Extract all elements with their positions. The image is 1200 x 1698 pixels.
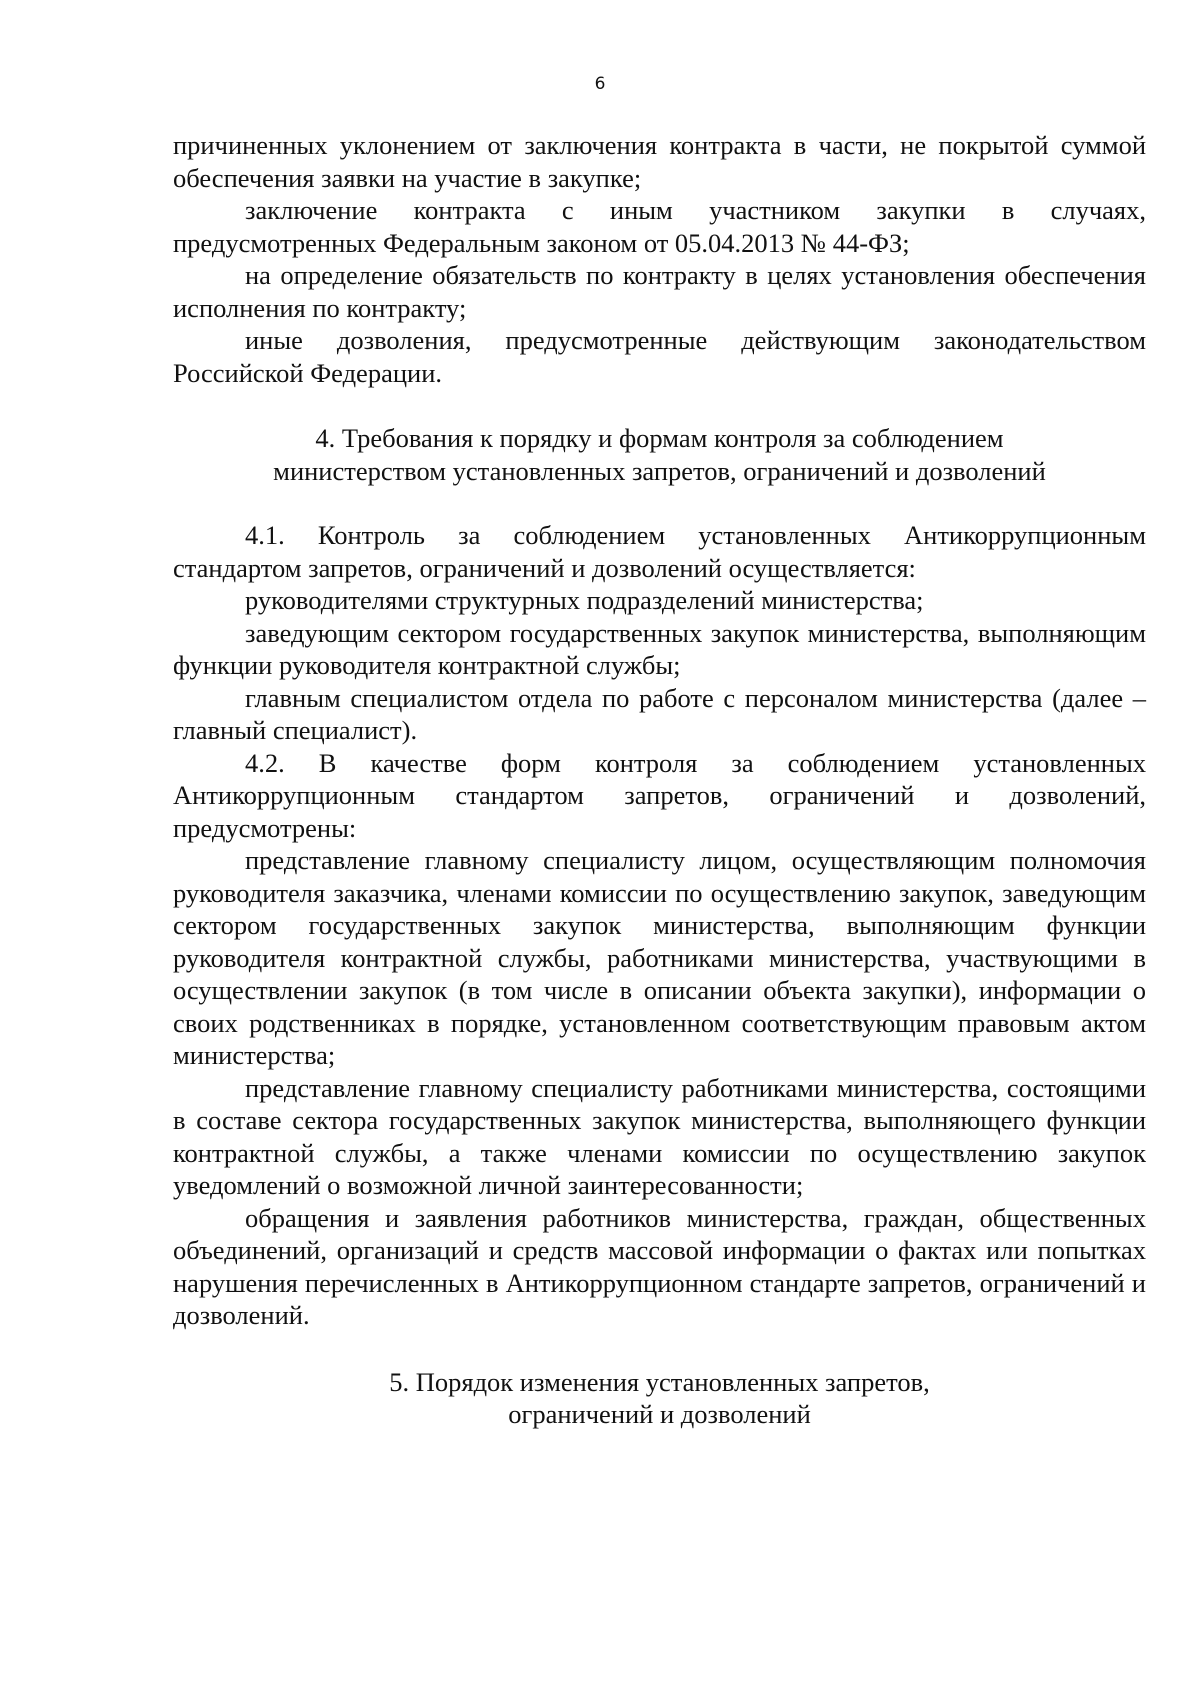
section-4-heading-line-1: 4. Требования к порядку и формам контроля за соблюдением [315,423,1004,453]
section-5-heading-line-2: ограничений и дозволений [508,1399,811,1429]
section-5-heading [173,1366,1146,1431]
document-body [173,129,1146,1431]
paragraph-4-2: 4.2. В качестве форм контроля за соблюдением установленных Антикоррупционным стандартом запретов, ограничений и дозволений, предусмотрены: [173,747,1146,843]
section-5-heading-line-1: 5. Порядок изменения установленных запретов, [389,1366,930,1397]
paragraph-personal-interest-notices: представление главному специалисту работниками министерства, состоящими в составе сектора государственных закупок министерства, выполняющего функции контрактной службы, а также членами комиссии по осуществлению закупок уведомлений о возможной личной заинтересованности; [173,1072,1146,1200]
paragraph-4-1: 4.1. Контроль за соблюдением установленных Антикоррупционным стандартом запретов, ограничений и дозволений осуществляется: [173,520,1146,583]
section-4-body [173,519,1146,1332]
paragraph-continuation: причиненных уклонением от заключения контракта в части, не покрытой суммой обеспечения заявки на участие в закупке; [173,130,1146,193]
paragraph-obligations: на определение обязательств по контракту в целях установления обеспечения исполнения по контракту; [173,260,1146,323]
section-4-heading [173,422,1146,487]
paragraph-appeals: обращения и заявления работников министерства, граждан, общественных объединений, организаций и средств массовой информации о фактах или попытках нарушения перечисленных в Антикоррупционном стандарте запретов, ограничений и дозволений. [173,1202,1146,1330]
paragraph-head-of-procurement-sector: заведующим сектором государственных закупок министерства, выполняющим функции руководителя контрактной службы; [173,617,1146,680]
paragraph-relatives-information: представление главному специалисту лицом, осуществляющим полномочия руководителя заказчика, членами комиссии по осуществлению закупок, заведующим сектором государственных закупок министерства, выполняющим функции руководителя контрактной службы, работниками министерства, участвующими в осуществлении закупок (в том числе в описании объекта закупки), информации о своих родственниках в порядке, установленном соответствующим правовым актом министерства; [173,845,1146,1070]
section-4-heading-line-2: министерством установленных запретов, ограничений и дозволений [273,455,1046,486]
page-number: 6 [594,74,606,94]
paragraph-contract-other-participant: заключение контракта с иным участником закупки в случаях, предусмотренных Федеральным законом от 05.04.2013 № 44-ФЗ; [173,195,1146,258]
paragraph-other-permissions: иные дозволения, предусмотренные действующим законодательством Российской Федерации. [173,325,1146,388]
paragraph-chief-specialist: главным специалистом отдела по работе с персоналом министерства (далее – главный специалист). [173,682,1146,745]
paragraph-heads-of-divisions: руководителями структурных подразделений министерства; [245,585,924,615]
